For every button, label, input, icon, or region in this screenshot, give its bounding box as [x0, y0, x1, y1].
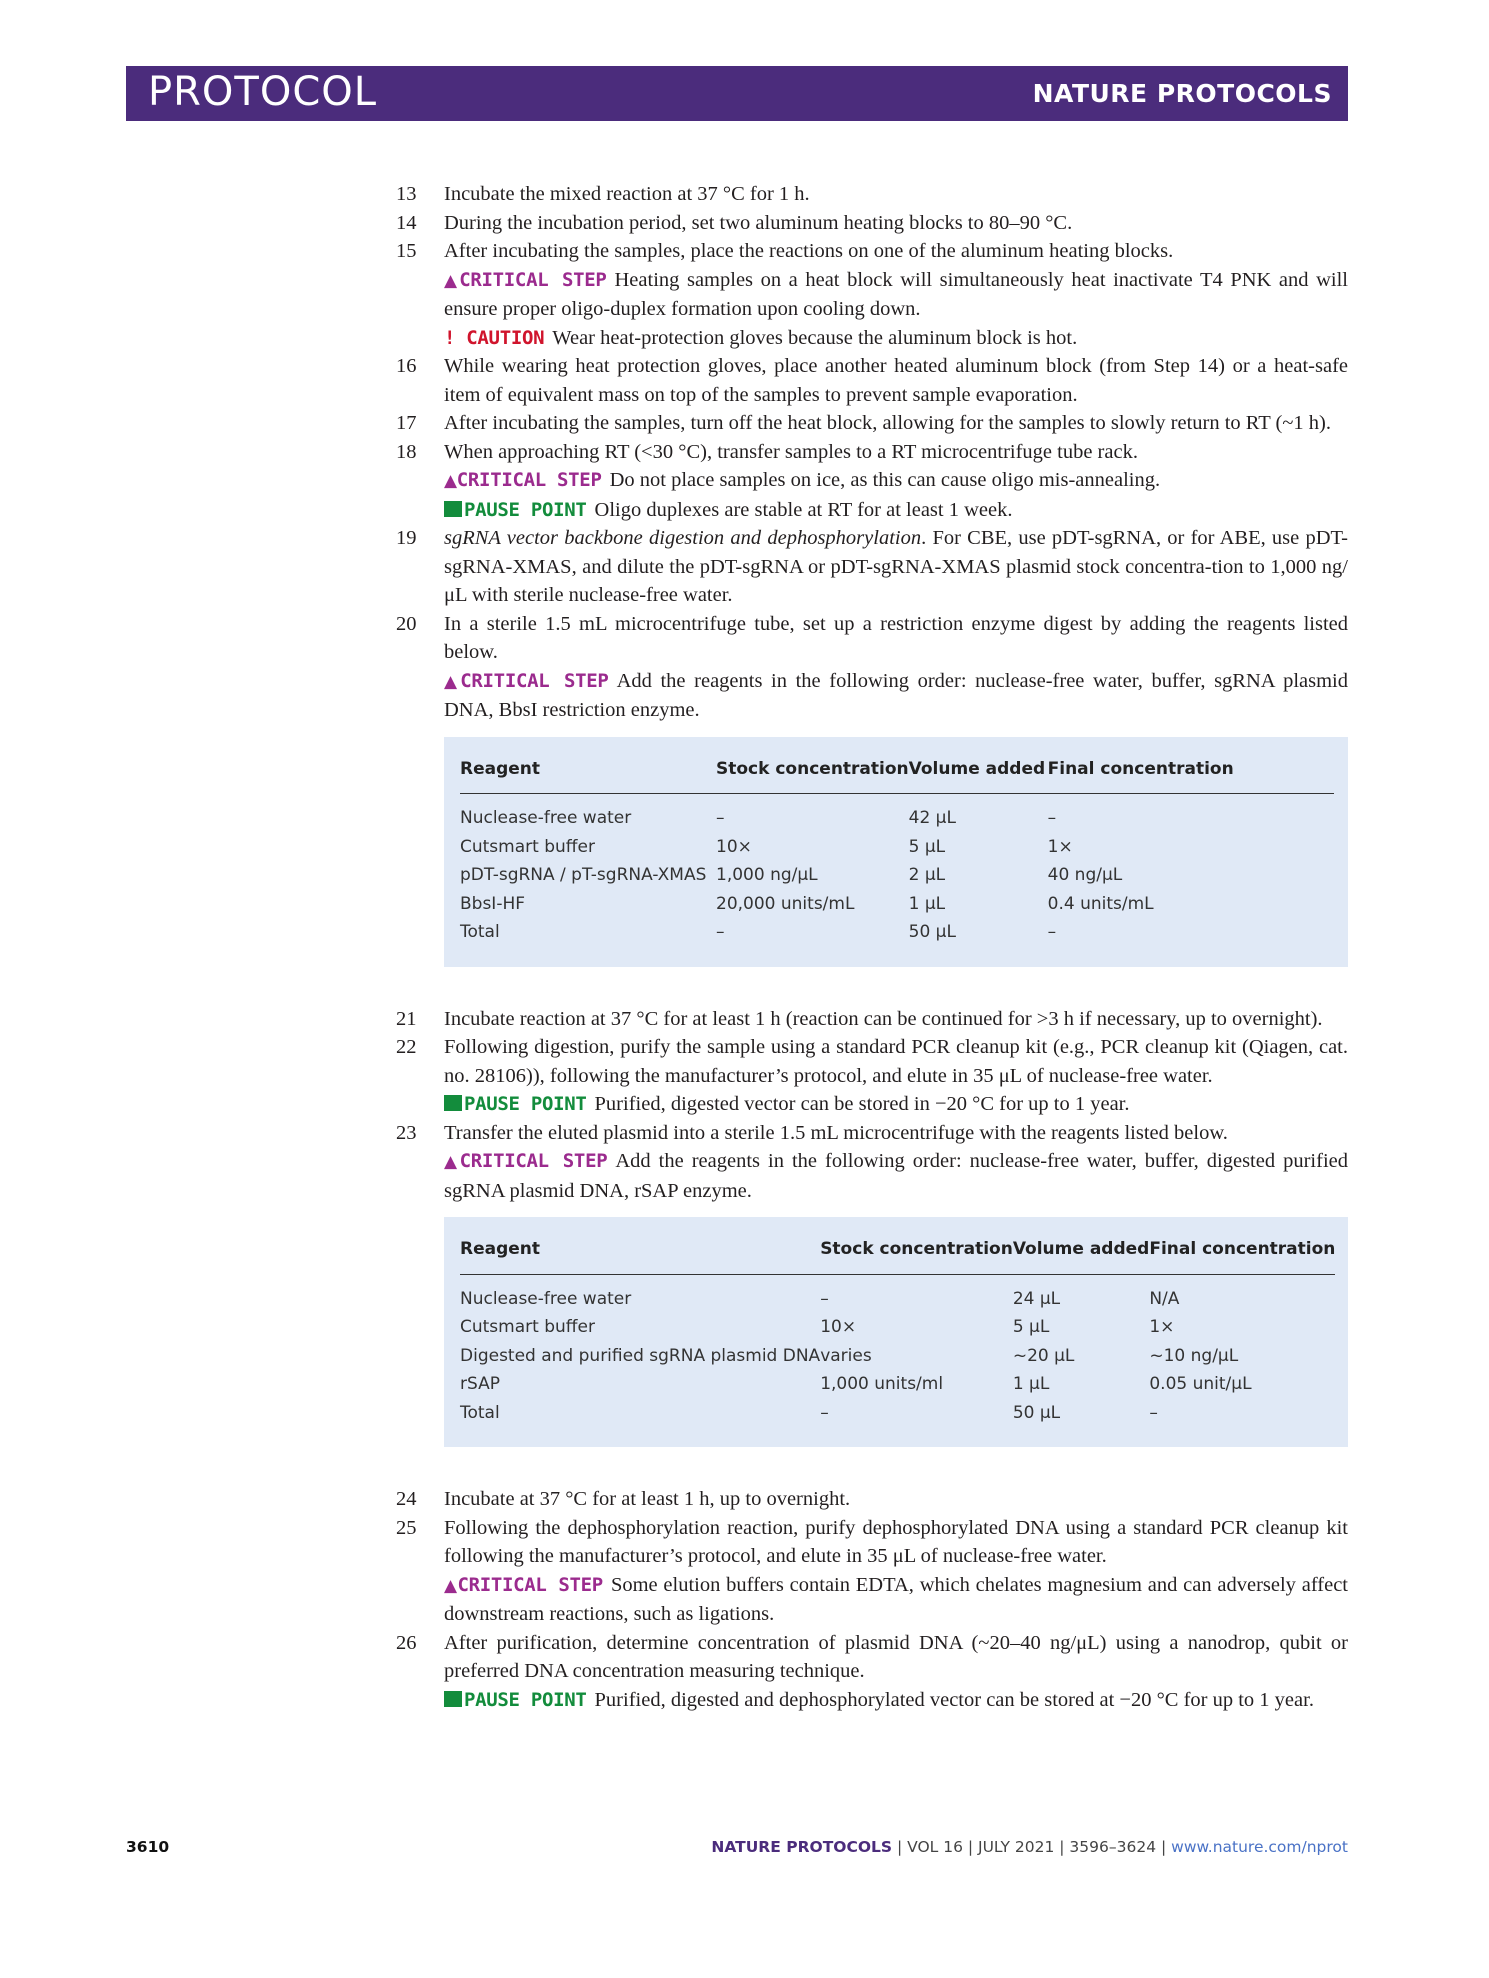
table-row: [460, 794, 1334, 833]
table-row: [460, 1342, 1335, 1371]
table-cell: 50 μL: [908, 922, 956, 942]
step-number: 20: [396, 612, 417, 635]
caution-note: ! CAUTION Wear heat-protection gloves because the aluminum block is hot.: [444, 326, 1078, 349]
column-header: Volume added: [1013, 1229, 1150, 1274]
table-cell: 50 μL: [1012, 1402, 1061, 1423]
step-text: When approaching RT (<30 °C), transfer samples to a RT microcentrifuge tube rack.: [444, 440, 1138, 463]
table-cell: 5 μL: [908, 836, 946, 857]
step-number: 21: [396, 1007, 417, 1030]
step-text: While wearing heat protection gloves, place another heated aluminum block (from Step 14) or a heat-safe item of equivalent mass on top of the samples to prevent sample evaporation.: [444, 355, 1348, 406]
step-text: Incubate reaction at 37 °C for at least 1 h (reaction can be continued for >3 h if necessary, up to overnight).: [444, 1007, 1323, 1030]
square-icon: [444, 1095, 462, 1111]
table-row: [460, 1399, 1335, 1428]
table-cell: 10×: [820, 1317, 857, 1337]
column-header: Final concentration: [1149, 1229, 1335, 1274]
table-header-row: [460, 1229, 1335, 1274]
table-cell: –: [1047, 922, 1057, 942]
critical-note: ▲CRITICAL STEP Some elution buffers contain EDTA, which chelates magnesium and can adversely affect downstream reactions, such as ligations.: [444, 1573, 1348, 1625]
table-row: [460, 1313, 1335, 1342]
caution-tag: ! CAUTION: [444, 326, 545, 349]
step-14: [396, 209, 1348, 238]
critical-step-tag: ▲CRITICAL STEP: [444, 268, 607, 291]
table-cell: 1 μL: [1012, 1374, 1050, 1394]
table-cell: –: [716, 808, 725, 828]
table-cell: Nuclease-free water: [460, 808, 632, 828]
table-cell: 42 μL: [908, 808, 956, 828]
step-text: Following digestion, purify the sample using a standard PCR cleanup kit (e.g., PCR cleanup kit (Qiagen, cat. no. 28106)), following the manufacturer’s protocol, and elute in 35 μL of nuclease-free water.: [444, 1036, 1348, 1087]
step-text: After purification, determine concentration of plasmid DNA (~20–40 ng/μL) using a nanodrop, qubit or preferred DNA concentration measuring technique.: [444, 1631, 1348, 1682]
step-23: [396, 1119, 1348, 1148]
header-bar: [126, 66, 1348, 121]
table-cell: 20,000 units/mL: [716, 893, 855, 914]
table-cell: Total: [460, 1402, 500, 1423]
table-cell: ~10 ng/μL: [1149, 1345, 1239, 1366]
table-header-row: [460, 749, 1334, 794]
table-row: [460, 861, 1334, 890]
square-icon: [444, 1691, 462, 1707]
step-text: sgRNA vector backbone digestion and dephosphorylation. For CBE, use pDT-sgRNA, or for ABE, use pDT-sgRNA-XMAS, and dilute the pDT-sgRNA or pDT-sgRNA-XMAS plasmid stock concentra-tion to 1,000 ng/μL with sterile nuclease-free water.: [444, 527, 1349, 606]
section-label: PROTOCOL: [148, 69, 378, 115]
critical-note: ▲CRITICAL STEP Heating samples on a heat block will simultaneously heat inactivate T4 PNK and will ensure proper oligo-duplex formation upon cooling down.: [444, 268, 1348, 320]
column-header: Stock concentration: [820, 1229, 1013, 1274]
step-number: 16: [396, 355, 417, 377]
step-number: 22: [396, 1036, 417, 1058]
square-icon: [444, 501, 462, 517]
step-text: Transfer the eluted plasmid into a sterile 1.5 mL microcentrifuge with the reagents listed below.: [444, 1121, 1228, 1144]
table-cell: 0.4 units/mL: [1047, 893, 1154, 914]
step-text: Incubate the mixed reaction at 37 °C for 1 h.: [444, 183, 810, 205]
journal-name: NATURE PROTOCOLS: [1032, 79, 1332, 108]
table-cell: –: [820, 1402, 829, 1423]
journal-citation: NATURE PROTOCOLS | VOL 16 | JULY 2021 | 3596–3624 | www.nature.com/nprot: [711, 1838, 1348, 1856]
table-cell: 1×: [1149, 1317, 1175, 1337]
table-cell: –: [716, 922, 725, 942]
critical-step-tag: ▲CRITICAL STEP: [444, 669, 609, 692]
step-text: After incubating the samples, place the reactions on one of the aluminum heating blocks.: [444, 240, 1174, 262]
table-cell: 40 ng/μL: [1047, 865, 1123, 885]
protocol-content: [396, 180, 1348, 1714]
table-cell: 5 μL: [1012, 1317, 1050, 1337]
triangle-icon: ▲: [444, 270, 460, 291]
step-21: [396, 1005, 1348, 1034]
step-text: In a sterile 1.5 mL microcentrifuge tube, set up a restriction enzyme digest by adding the reagents listed below.: [444, 612, 1348, 663]
step-number: 15: [396, 240, 417, 262]
triangle-icon: ▲: [444, 671, 461, 692]
step-text: After incubating the samples, turn off the heat block, allowing for the samples to slowly return to RT (~1 h).: [444, 412, 1331, 434]
step-25: [396, 1514, 1348, 1571]
table-cell: varies: [820, 1345, 872, 1366]
step-number: 18: [396, 440, 417, 463]
table-row: [460, 918, 1334, 947]
step-number: 19: [396, 527, 417, 549]
table-cell: BbsI-HF: [460, 893, 526, 914]
column-header: Reagent: [460, 749, 716, 794]
pause-point-tag: PAUSE POINT: [444, 499, 587, 521]
column-header: Volume added: [909, 749, 1048, 794]
step-13: [396, 180, 1348, 209]
table-cell: Digested and purified sgRNA plasmid DNA: [460, 1345, 821, 1366]
reagent-table-1: [444, 737, 1348, 967]
step-26: [396, 1629, 1348, 1686]
table-cell: –: [1149, 1402, 1158, 1423]
step-15: [396, 237, 1348, 266]
table-cell: ~20 μL: [1012, 1345, 1075, 1366]
pause-point-tag: PAUSE POINT: [444, 1093, 587, 1115]
critical-note: ▲CRITICAL STEP Do not place samples on ice, as this can cause oligo mis-annealing.: [444, 469, 1161, 491]
column-header: Stock concentration: [716, 749, 909, 794]
step-18: [396, 438, 1348, 467]
table-cell: Cutsmart buffer: [460, 1317, 595, 1337]
pause-note: PAUSE POINT Oligo duplexes are stable at RT for at least 1 week.: [396, 496, 1348, 525]
pause-point-tag: PAUSE POINT: [444, 1689, 587, 1711]
journal-url-link[interactable]: www.nature.com/nprot: [1171, 1838, 1348, 1856]
table-row: [460, 1370, 1335, 1399]
step-number: 13: [396, 183, 417, 205]
table-cell: 2 μL: [908, 865, 946, 885]
step-22: [396, 1033, 1348, 1090]
pause-note: PAUSE POINT Purified, digested and dephosphorylated vector can be stored at −20 °C for up to 1 year.: [396, 1686, 1348, 1715]
step-number: 14: [396, 211, 417, 234]
triangle-icon: ▲: [444, 471, 457, 491]
table-cell: N/A: [1149, 1288, 1180, 1309]
page-number: 3610: [126, 1838, 170, 1856]
table-cell: 10×: [716, 836, 752, 857]
table-cell: pDT-sgRNA / pT-sgRNA-XMAS: [460, 865, 707, 885]
step-text: During the incubation period, set two aluminum heating blocks to 80–90 °C.: [444, 211, 1073, 234]
table-row: [460, 1274, 1335, 1313]
triangle-icon: ▲: [444, 1152, 460, 1172]
table-cell: –: [1047, 808, 1057, 828]
table-cell: Nuclease-free water: [460, 1288, 632, 1309]
step-number: 26: [396, 1631, 417, 1654]
step-text: Following the dephosphorylation reaction, purify dephosphorylated DNA using a standard PCR cleanup kit following the manufacturer’s protocol, and elute in 35 μL of nuclease-free water.: [444, 1516, 1348, 1567]
table-cell: 0.05 unit/μL: [1149, 1374, 1252, 1394]
triangle-icon: ▲: [444, 1575, 458, 1596]
critical-step-tag: ▲CRITICAL STEP: [444, 1150, 608, 1172]
critical-note: ▲CRITICAL STEP Add the reagents in the following order: nuclease-free water, buffer, sgRNA plasmid DNA, BbsI restriction enzyme.: [444, 669, 1348, 721]
table-cell: 24 μL: [1012, 1288, 1061, 1309]
table-cell: –: [820, 1288, 829, 1309]
step-text: Incubate at 37 °C for at least 1 h, up to overnight.: [444, 1488, 851, 1510]
critical-note: ▲CRITICAL STEP Add the reagents in the following order: nuclease-free water, buffer, digested purified sgRNA plasmid DNA, rSAP enzyme.: [444, 1150, 1348, 1202]
table-cell: Total: [460, 922, 500, 942]
step-19: [396, 524, 1348, 610]
table-row: [460, 890, 1334, 919]
step-number: 24: [396, 1488, 417, 1510]
step-number: 25: [396, 1516, 417, 1539]
pause-note: PAUSE POINT Purified, digested vector can be stored in −20 °C for up to 1 year.: [396, 1090, 1348, 1119]
table-cell: 1×: [1047, 836, 1073, 857]
column-header: Reagent: [460, 1229, 820, 1274]
step-17: [396, 409, 1348, 438]
critical-step-tag: ▲CRITICAL STEP: [444, 1573, 603, 1596]
step-number: 17: [396, 412, 417, 434]
step-number: 23: [396, 1121, 417, 1144]
table-cell: 1,000 units/ml: [820, 1374, 944, 1394]
critical-step-tag: ▲CRITICAL STEP: [444, 469, 602, 491]
step-24: [396, 1485, 1348, 1514]
step-16: [396, 352, 1348, 409]
table-cell: rSAP: [460, 1374, 500, 1394]
exclamation-icon: !: [444, 326, 456, 349]
column-header: Final concentration: [1048, 749, 1334, 794]
table-cell: Cutsmart buffer: [460, 836, 595, 857]
table-row: [460, 833, 1334, 862]
table-cell: 1 μL: [908, 893, 946, 914]
reagent-table-2: [444, 1217, 1348, 1447]
step-20: [396, 610, 1348, 667]
table-cell: 1,000 ng/μL: [716, 865, 818, 885]
